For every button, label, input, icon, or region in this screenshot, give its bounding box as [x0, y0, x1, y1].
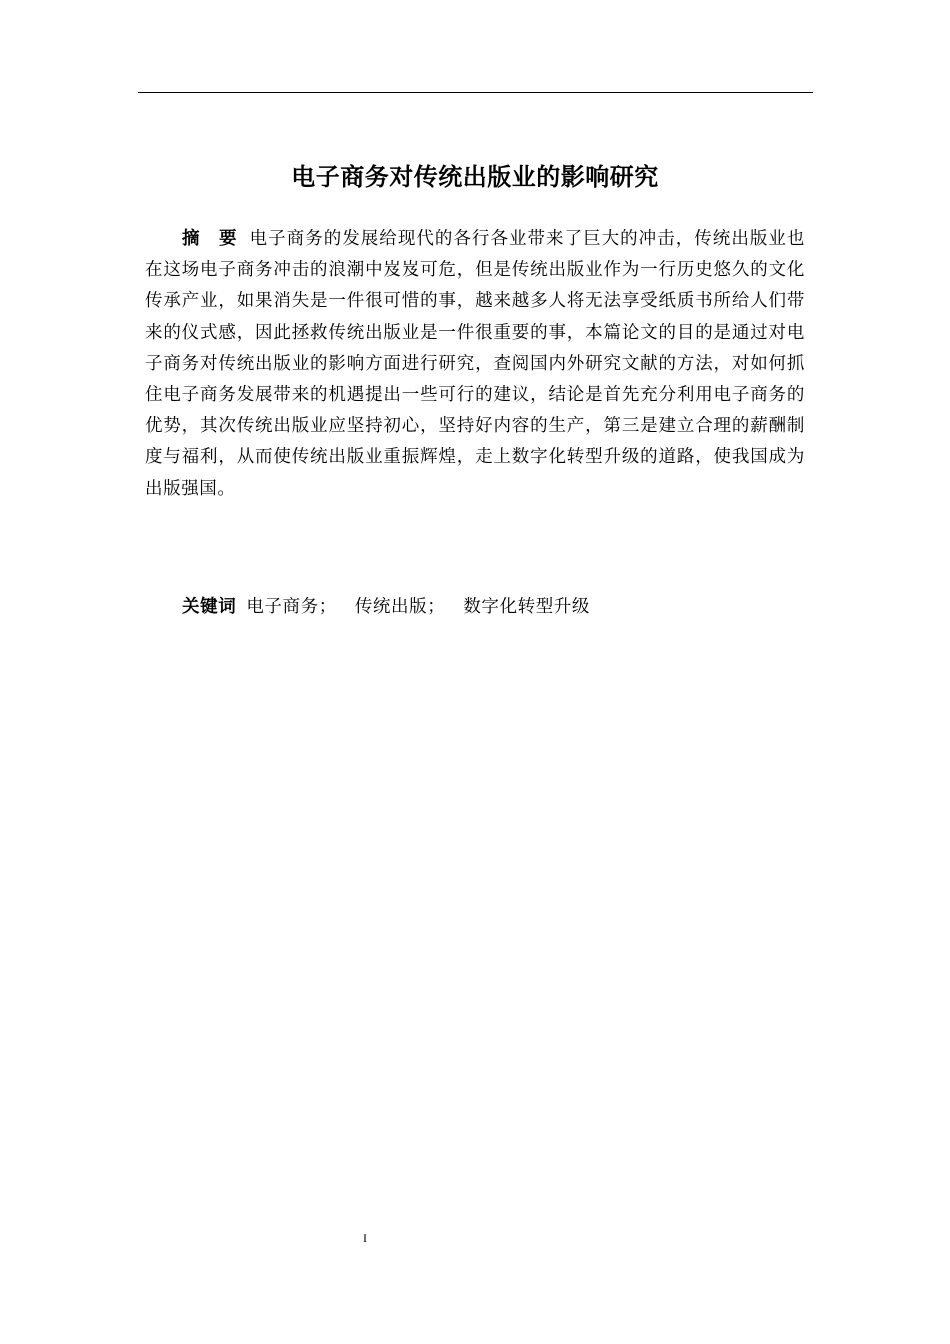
page-number: I [363, 1231, 367, 1245]
keywords-line [182, 592, 608, 623]
document-title: 电子商务对传统出版业的影响研究 [291, 163, 659, 191]
abstract-label: 摘 要 [182, 229, 238, 249]
keywords-label: 关键词 [182, 597, 237, 617]
abstract-paragraph [145, 224, 805, 505]
keyword-item: 传统出版； [354, 597, 446, 617]
header-rule [138, 92, 813, 93]
abstract-text: 电子商务的发展给现代的各行各业带来了巨大的冲击，传统出版业也在这场电子商务冲击的浪潮中岌岌可危，但是传统出版业作为一行历史悠久的文化传承产业，如果消失是一件很可惜的事，越来越多人将无法享受纸质书所给人们带来的仪式感，因此拯救传统出版业是一件很重要的事，本篇论文的目的是通过对电子商务对传统出版业的影响方面进行研究，查阅国内外研究文献的方法，对如何抓住电子商务发展带来的机遇提出一些可行的建议，结论是首先充分利用电子商务的优势，其次传统出版业应坚持初心，坚持好内容的生产，第三是建立合理的薪酬制度与福利，从而使传统出版业重振辉煌，走上数字化转型升级的道路，使我国成为出版强国。 [145, 229, 805, 499]
keyword-item: 数字化转型升级 [463, 597, 591, 617]
keyword-item: 电子商务； [246, 597, 337, 617]
